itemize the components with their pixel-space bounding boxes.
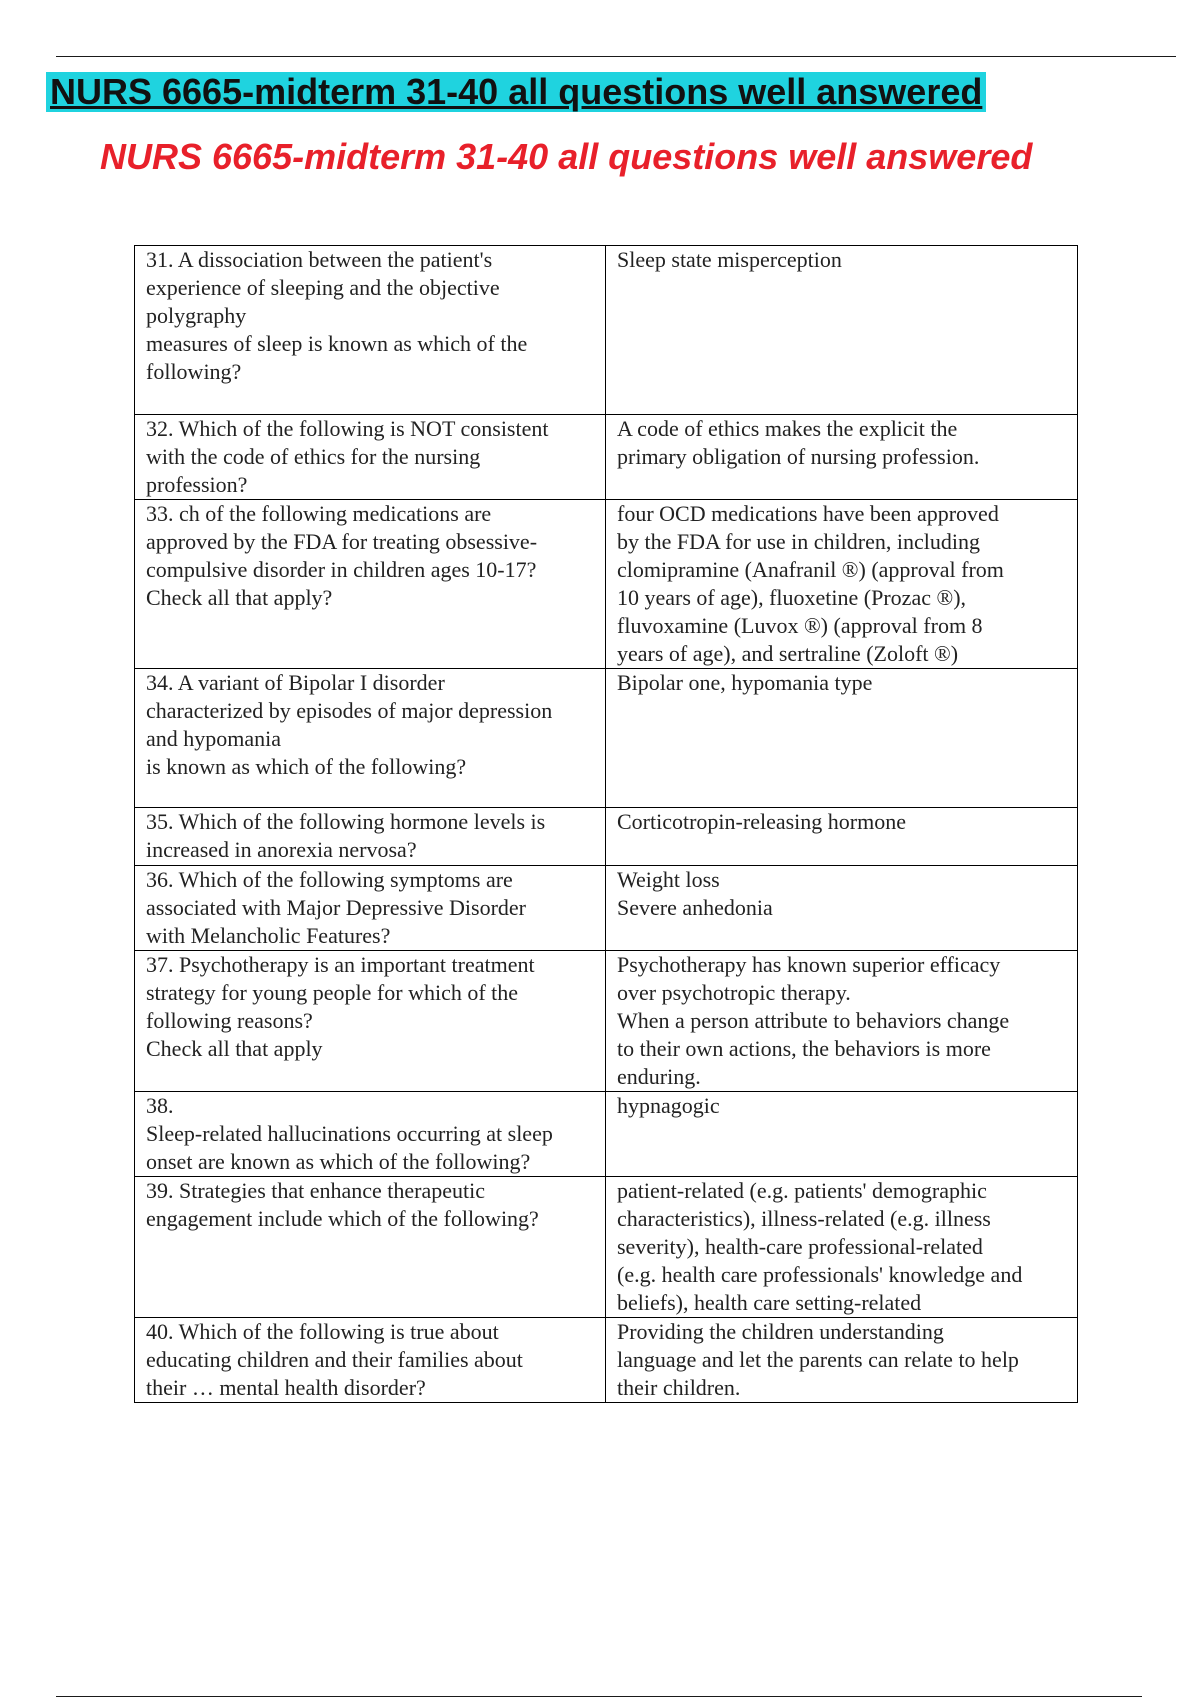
table-row — [135, 951, 1078, 1092]
qa-table — [134, 245, 1078, 1403]
document-title: NURS 6665-midterm 31-40 all questions well answered — [46, 72, 986, 112]
question-cell: 34. A variant of Bipolar I disorder characterized by episodes of major depression and hypomania is known as which of the following? — [135, 669, 606, 808]
table-row — [135, 1177, 1078, 1318]
answer-cell: Sleep state misperception — [606, 246, 1078, 415]
table-row — [135, 415, 1078, 500]
answer-cell: hypnagogic — [606, 1092, 1078, 1177]
question-cell: 31. A dissociation between the patient's experience of sleeping and the objective polygraphy measures of sleep is known as which of the following? — [135, 246, 606, 415]
answer-cell: four OCD medications have been approved by the FDA for use in children, including clomipramine (Anafranil ®) (approval from 10 years of age), fluoxetine (Prozac ®), fluvoxamine (Luvox ®) (approval from 8 years of age), and sertraline (Zoloft ®) — [606, 500, 1078, 669]
question-cell: 39. Strategies that enhance therapeutic engagement include which of the following? — [135, 1177, 606, 1318]
answer-cell: A code of ethics makes the explicit the primary obligation of nursing profession. — [606, 415, 1078, 500]
answer-cell: Providing the children understanding language and let the parents can relate to help their children. — [606, 1318, 1078, 1403]
answer-cell: Corticotropin-releasing hormone — [606, 808, 1078, 866]
question-cell: 32. Which of the following is NOT consistent with the code of ethics for the nursing profession? — [135, 415, 606, 500]
question-cell: 35. Which of the following hormone levels is increased in anorexia nervosa? — [135, 808, 606, 866]
question-cell: 33. ch of the following medications are approved by the FDA for treating obsessive- compulsive disorder in children ages 10-17? Check all that apply? — [135, 500, 606, 669]
question-cell: 38. Sleep-related hallucinations occurring at sleep onset are known as which of the following? — [135, 1092, 606, 1177]
top-divider — [56, 56, 1176, 57]
answer-cell: Psychotherapy has known superior efficacy over psychotropic therapy. When a person attribute to behaviors change to their own actions, the behaviors is more enduring. — [606, 951, 1078, 1092]
bottom-divider — [56, 1696, 1142, 1697]
document-subtitle: NURS 6665-midterm 31-40 all questions well answered — [100, 136, 1033, 177]
answer-cell: patient-related (e.g. patients' demographic characteristics), illness-related (e.g. illness severity), health-care professional-related (e.g. health care professionals' knowledge and beliefs), health care setting-related — [606, 1177, 1078, 1318]
table-row — [135, 866, 1078, 951]
table-row — [135, 246, 1078, 415]
question-cell: 37. Psychotherapy is an important treatment strategy for young people for which of the following reasons? Check all that apply — [135, 951, 606, 1092]
table-row — [135, 500, 1078, 669]
question-cell: 36. Which of the following symptoms are associated with Major Depressive Disorder with Melancholic Features? — [135, 866, 606, 951]
table-row — [135, 669, 1078, 808]
answer-cell: Weight loss Severe anhedonia — [606, 866, 1078, 951]
question-cell: 40. Which of the following is true about educating children and their families about their … mental health disorder? — [135, 1318, 606, 1403]
table-row — [135, 808, 1078, 866]
answer-cell: Bipolar one, hypomania type — [606, 669, 1078, 808]
table-row — [135, 1092, 1078, 1177]
table-row — [135, 1318, 1078, 1403]
